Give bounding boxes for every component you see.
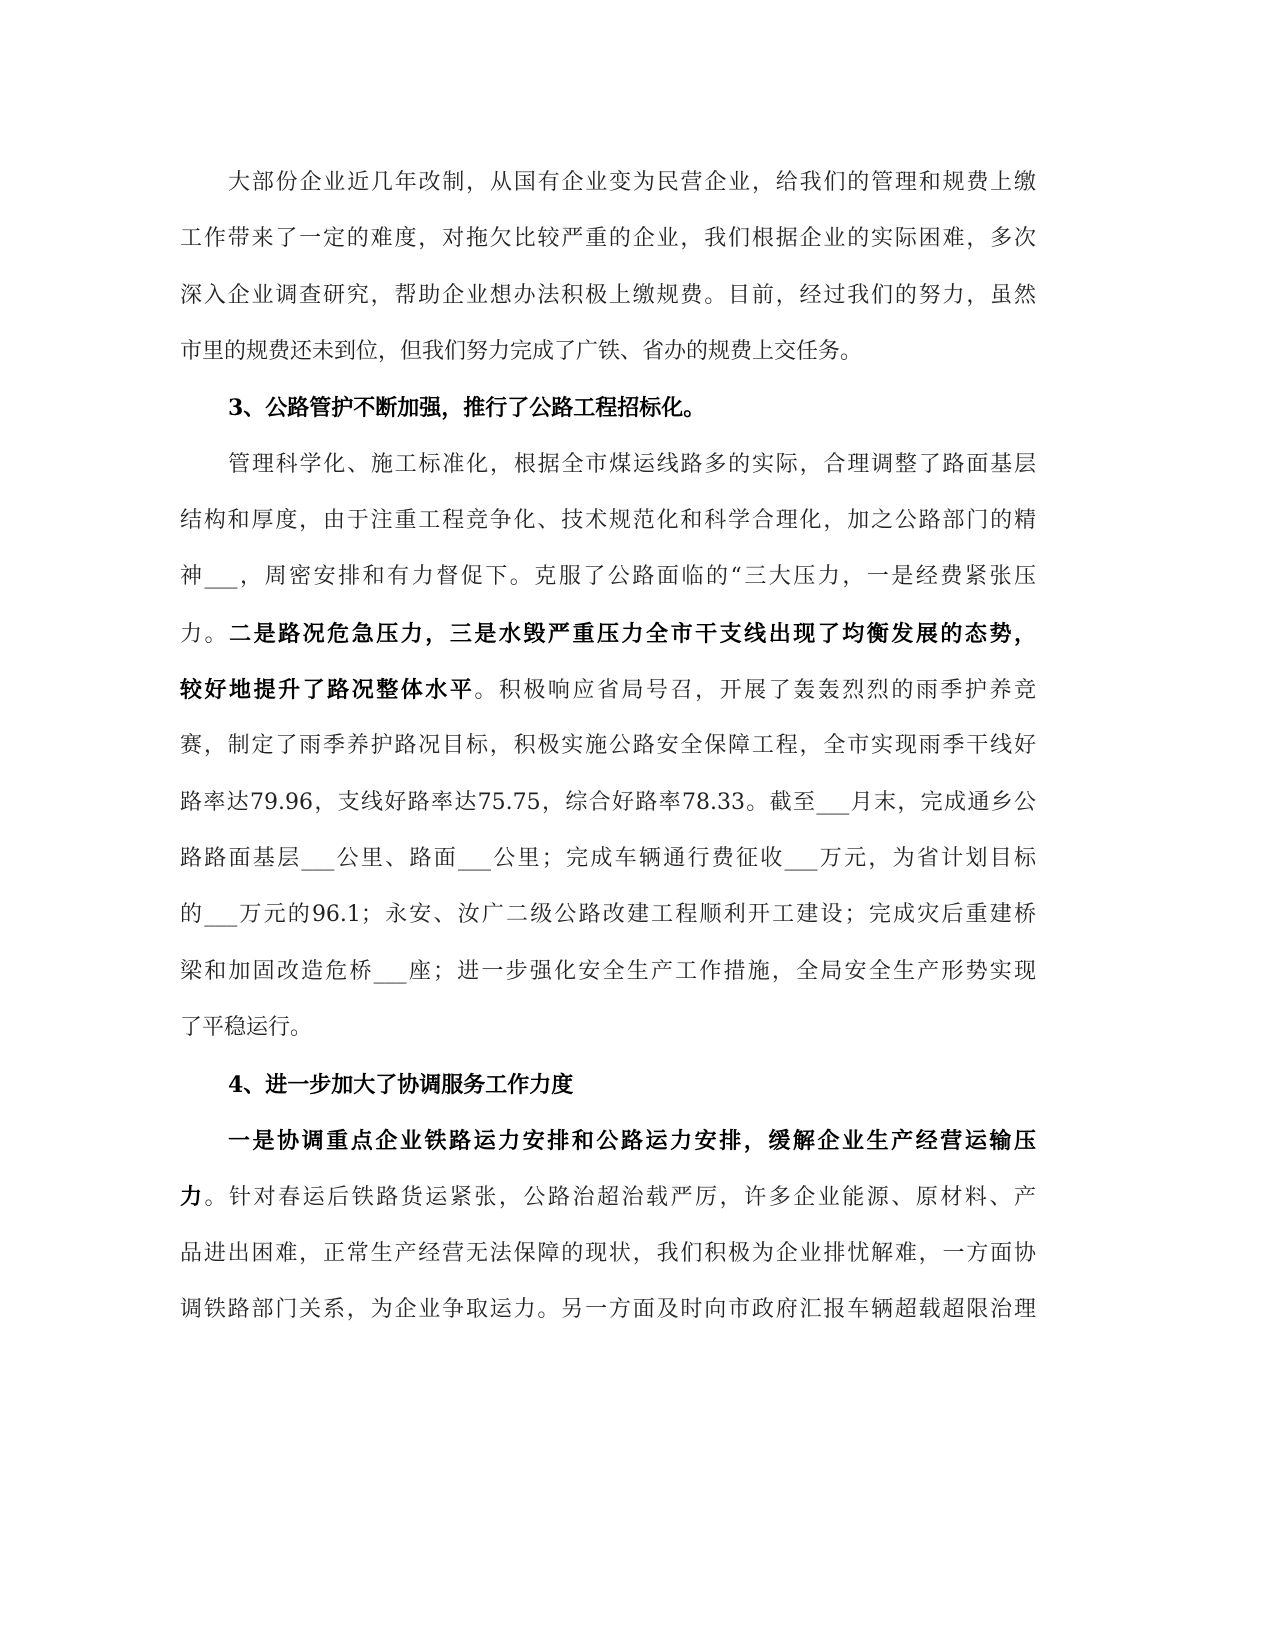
paragraph-line: 调铁路部门关系，为企业争取运力。另一方面及时向市政府汇报车辆超载超限治理	[180, 1296, 1036, 1322]
paragraph-line: 梁和加固改造危桥___座；进一步强化安全生产工作措施，全局安全生产形势实现	[180, 958, 1036, 984]
paragraph-line: 一是协调重点企业铁路运力安排和公路运力安排，缓解企业生产经营运输压	[228, 1127, 1036, 1154]
paragraph-line: 工作带来了一定的难度，对拖欠比较严重的企业，我们根据企业的实际困难，多次	[180, 226, 1036, 252]
paragraph-line: 的___万元的96.1；永安、汝广二级公路改建工程顺利开工建设；完成灾后重建桥	[180, 902, 1036, 928]
paragraph-line: 神___，周密安排和有力督促下。克服了公路面临的“三大压力，一是经费紧张压	[180, 564, 1036, 590]
paragraph-line: 结构和厚度，由于注重工程竞争化、技术规范化和科学合理化，加之公路部门的精	[180, 508, 1036, 534]
paragraph-line: 力。二是路况危急压力，三是水毁严重压力全市干支线出现了均衡发展的态势，	[180, 620, 1036, 647]
paragraph-line: 市里的规费还未到位，但我们努力完成了广铁、省办的规费上交任务。	[180, 339, 863, 365]
paragraph-line: 赛，制定了雨季养护路况目标，积极实施公路安全保障工程，全市实现雨季干线好	[180, 733, 1036, 759]
paragraph-line: 路路面基层___公里、路面___公里；完成车辆通行费征收___万元，为省计划目标	[180, 846, 1036, 872]
paragraph-line: 力。针对春运后铁路货运紧张，公路治超治载严厉，许多企业能源、原材料、产	[180, 1184, 1036, 1211]
paragraph-line: 深入企业调查研究，帮助企业想办法积极上缴规费。目前，经过我们的努力，虽然	[180, 282, 1036, 308]
paragraph-line: 路率达79.96，支线好路率达75.75，综合好路率78.33。截至___月末，完成通乡公	[180, 789, 1036, 815]
document-page	[180, 155, 1036, 1338]
paragraph-line: 品进出困难，正常生产经营无法保障的现状，我们积极为企业排忧解难，一方面协	[180, 1240, 1036, 1266]
paragraph-line: 大部份企业近几年改制，从国有企业变为民营企业，给我们的管理和规费上缴	[228, 170, 1036, 195]
section-heading-4: 4、进一步加大了协调服务工作力度	[228, 1071, 574, 1098]
section-heading-3: 3、公路管护不断加强，推行了公路工程招标化。	[228, 395, 706, 422]
paragraph-line: 较好地提升了路况整体水平。积极响应省局号召，开展了轰轰烈烈的雨季护养竞	[180, 677, 1036, 704]
paragraph-line: 了平稳运行。	[180, 1015, 313, 1041]
paragraph-line: 管理科学化、施工标准化，根据全市煤运线路多的实际，合理调整了路面基层	[228, 451, 1036, 477]
